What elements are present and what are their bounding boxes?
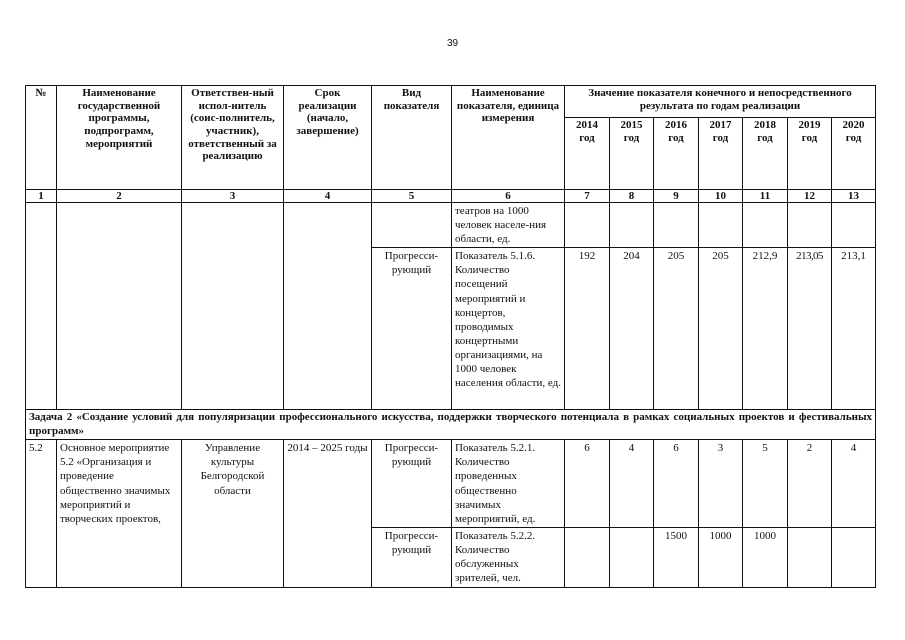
header-year: 2017 год xyxy=(699,118,743,190)
column-number: 9 xyxy=(654,190,699,203)
cell-value xyxy=(610,527,654,587)
header-year: 2020 год xyxy=(832,118,876,190)
header-indicator: Наименование показателя, единица измерения xyxy=(452,86,565,190)
header-year: 2019 год xyxy=(788,118,832,190)
cell-type xyxy=(372,203,452,248)
cell-value: 212,9 xyxy=(743,248,788,410)
column-number: 13 xyxy=(832,190,876,203)
cell-program xyxy=(57,203,182,410)
cell-value: 1000 xyxy=(743,527,788,587)
column-number: 12 xyxy=(788,190,832,203)
column-number: 5 xyxy=(372,190,452,203)
table-row-continued xyxy=(26,203,876,248)
cell-value xyxy=(788,203,832,248)
column-number: 4 xyxy=(284,190,372,203)
cell-no xyxy=(26,203,57,410)
cell-value: 213,05 xyxy=(788,248,832,410)
header-year: 2014 год xyxy=(565,118,610,190)
header-year: 2016 год xyxy=(654,118,699,190)
cell-value xyxy=(743,203,788,248)
header-type: Вид показателя xyxy=(372,86,452,190)
cell-value xyxy=(832,527,876,587)
column-number: 3 xyxy=(182,190,284,203)
cell-value: 3 xyxy=(699,440,743,527)
task-row xyxy=(26,410,876,440)
header-program: Наименование государственной программы, подпрограмм, мероприятий xyxy=(57,86,182,190)
cell-value: 4 xyxy=(832,440,876,527)
header-responsible: Ответствен-ный испол-нитель (соис-полнитель, участник), ответственный за реализацию xyxy=(182,86,284,190)
column-number: 8 xyxy=(610,190,654,203)
cell-value xyxy=(565,527,610,587)
header-no: № xyxy=(26,86,57,190)
cell-program: Основное мероприятие 5.2 «Организация и проведение общественно значимых мероприятий и творческих проектов, xyxy=(57,440,182,587)
cell-value: 5 xyxy=(743,440,788,527)
cell-indicator: Показатель 5.2.2. Количество обслуженных зрителей, чел. xyxy=(452,527,565,587)
header-year: 2018 год xyxy=(743,118,788,190)
column-number: 10 xyxy=(699,190,743,203)
table-row-indicator-5-2-1 xyxy=(26,440,876,527)
indicators-table xyxy=(25,85,876,588)
cell-value xyxy=(699,203,743,248)
column-number: 7 xyxy=(565,190,610,203)
cell-value: 205 xyxy=(699,248,743,410)
header-values-group: Значение показателя конечного и непосредственного результата по годам реализации xyxy=(565,86,876,118)
cell-responsible xyxy=(182,203,284,410)
cell-value xyxy=(565,203,610,248)
column-numbers-row xyxy=(26,190,876,203)
cell-type: Прогресси-рующий xyxy=(372,527,452,587)
cell-value: 6 xyxy=(654,440,699,527)
cell-term xyxy=(284,203,372,410)
column-number: 6 xyxy=(452,190,565,203)
cell-value: 204 xyxy=(610,248,654,410)
cell-indicator: Показатель 5.2.1. Количество проведенных общественно значимых мероприятий, ед. xyxy=(452,440,565,527)
column-number: 11 xyxy=(743,190,788,203)
column-number: 1 xyxy=(26,190,57,203)
cell-value: 1000 xyxy=(699,527,743,587)
cell-term: 2014 – 2025 годы xyxy=(284,440,372,587)
cell-indicator: театров на 1000 человек населе-ния области, ед. xyxy=(452,203,565,248)
cell-indicator: Показатель 5.1.6. Количество посещений мероприятий и концертов, проводимых концертными организациями, на 1000 человек населения области, ед. xyxy=(452,248,565,410)
cell-value: 213,1 xyxy=(832,248,876,410)
column-number: 2 xyxy=(57,190,182,203)
cell-value: 192 xyxy=(565,248,610,410)
header-row-top xyxy=(26,86,876,118)
task-heading: Задача 2 «Создание условий для популяризации профессионального искусства, поддержки творческого потенциала в рамках социальных проектов и фестивальных программ» xyxy=(26,410,876,440)
cell-type: Прогресси-рующий xyxy=(372,440,452,527)
cell-value: 4 xyxy=(610,440,654,527)
cell-value xyxy=(654,203,699,248)
cell-value: 6 xyxy=(565,440,610,527)
cell-value: 2 xyxy=(788,440,832,527)
cell-type: Прогресси-рующий xyxy=(372,248,452,410)
cell-value xyxy=(610,203,654,248)
cell-value: 1500 xyxy=(654,527,699,587)
cell-no: 5.2 xyxy=(26,440,57,587)
cell-responsible: Управление культуры Белгородской области xyxy=(182,440,284,587)
header-year: 2015 год xyxy=(610,118,654,190)
page-number: 39 xyxy=(446,38,459,49)
cell-value xyxy=(788,527,832,587)
header-term: Срок реализации (начало, завершение) xyxy=(284,86,372,190)
cell-value xyxy=(832,203,876,248)
cell-value: 205 xyxy=(654,248,699,410)
